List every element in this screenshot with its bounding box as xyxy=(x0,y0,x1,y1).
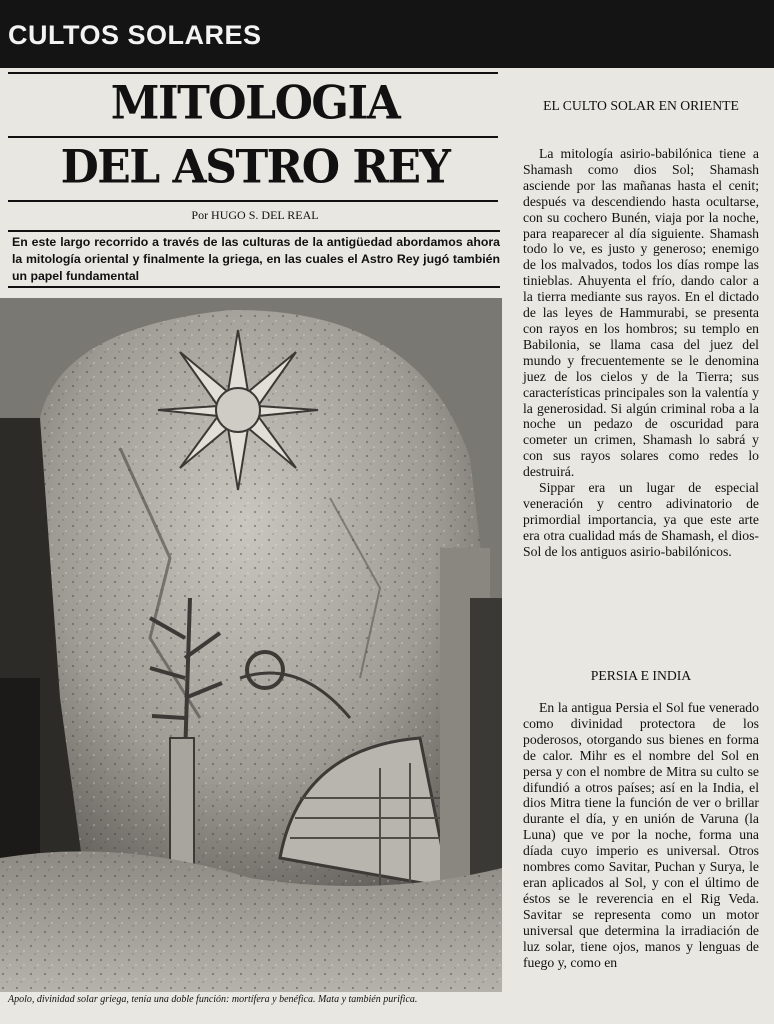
image-caption: Apolo, divinidad solar griega, tenía una doble función: mortífera y benéfica. Mata y también purifica. xyxy=(8,994,418,1005)
paragraph: En la antigua Persia el Sol fue venerado como divinidad protectora de los poderosos, otorgando sus bienes en forma de calor. Mihr es el nombre del Sol en persa y con el nombre de Mitra su culto se difundió a otros países; así en la India, el dios Mitra tiene la función de ver o brillar durante el día, y en unión de Varuna (la Luna) que ve por la noche, forma una díada cuyo imperio es universal. Otros nombres como Savitar, Puchan y Surya, le eran aplicados al Sol, y con el último de éstos se le reverencia en el Rig Veda. Savitar se representa como un motor universal que determina la irradiación de luz solar, tiene ojos, manos y lenguas de fuego y, como en xyxy=(523,700,759,970)
section-title: CULTOS SOLARES xyxy=(8,20,262,50)
section-body-persia xyxy=(523,700,759,970)
title-middle-rule xyxy=(8,136,498,138)
headline-line-2: DEL ASTRO REY xyxy=(60,140,450,195)
paragraph: Sippar era un lugar de especial veneración y centro adivinatorio de primordial importancia, ya que este arte era otra cualidad más de Shamash, el dios-Sol de los antiguos asirio-babilónicos. xyxy=(523,480,759,559)
byline: Por HUGO S. DEL REAL xyxy=(191,208,319,222)
lead-paragraph: En este largo recorrido a través de las culturas de la antigüedad abordamos ahora la mitología oriental y finalmente la griega, en las cuales el Astro Rey jugó también un papel fundamental xyxy=(12,235,500,283)
title-bottom-rule xyxy=(8,200,498,202)
lead-top-rule xyxy=(8,230,500,232)
section-body-oriente xyxy=(523,146,759,560)
stele-photograph xyxy=(0,298,502,992)
title-top-rule xyxy=(8,72,498,74)
stele-image xyxy=(0,298,502,992)
headline-line-1: MITOLOGIA xyxy=(110,76,400,131)
section-banner xyxy=(0,0,774,68)
section-heading-persia: PERSIA E INDIA xyxy=(590,668,692,683)
sun-star-relief xyxy=(158,330,318,490)
lead-bottom-rule xyxy=(8,286,500,288)
section-heading-oriente: EL CULTO SOLAR EN ORIENTE xyxy=(543,98,739,113)
paragraph: La mitología asirio-babilónica tiene a Shamash como dios Sol; Shamash asciende por las mañanas hasta el cenit; después va descendiendo hasta ocultarse, con su cochero Bunén, viaja por la noche, para reaparecer al día siguiente. Shamash todo lo ve, es justo y generoso; enemigo de los malvados, todos los días rompe las tinieblas. Ahuyenta el frío, dando calor a la tierra mediante sus rayos. En el dictado de las leyes de Hammurabi, se presenta con rayos en los hombros; su templo en Babilonia, se llama casa del juez del mundo y frecuentemente se le denomina juez de los cielos y de la Tierra; sus características principales son la valentía y la generosidad. Si algún criminal roba a la noche un pedazo de oscuridad para cometer un crimen, Shamash lo sabrá y con sus rayos solares como redes lo destruirá. xyxy=(523,146,759,480)
